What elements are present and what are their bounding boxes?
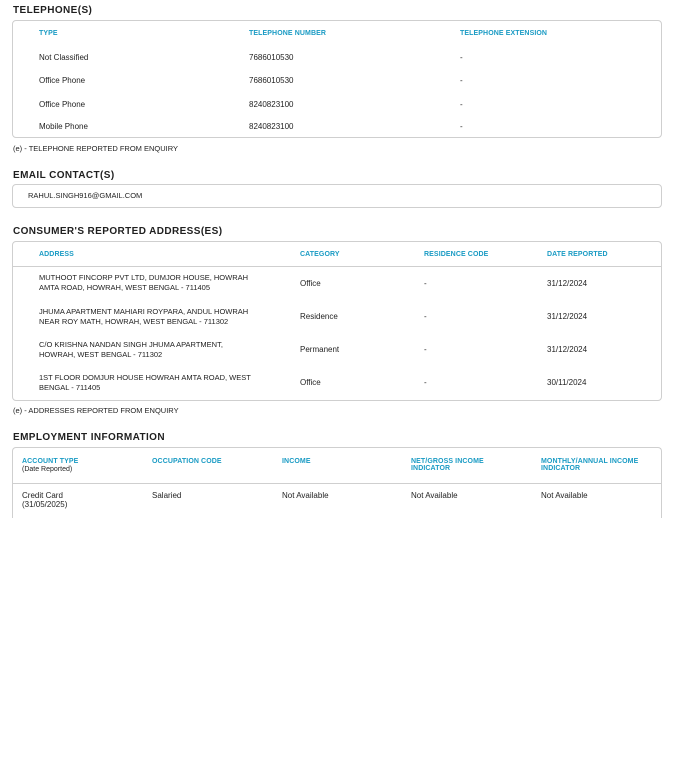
address-line-1: MUTHOOT FINCORP PVT LTD, DUMJOR HOUSE, HOWRAH <box>39 273 249 282</box>
employment-header-net-gross-line-1: NET/GROSS INCOME <box>411 458 484 465</box>
address-date-reported: 31/12/2024 <box>547 345 588 354</box>
telephones-table <box>12 20 662 138</box>
address-line-2: AMTA ROAD, HOWRAH, WEST BENGAL - 711405 <box>39 283 211 292</box>
email-value: RAHUL.SINGH916@GMAIL.COM <box>28 191 143 200</box>
addresses-header-address: ADDRESS <box>39 251 74 258</box>
telephone-number: 8240823100 <box>249 122 294 131</box>
address-residence-code: - <box>424 279 427 288</box>
telephone-number: 7686010530 <box>249 53 294 62</box>
telephone-extension: - <box>460 100 463 109</box>
employment-header-net-gross-line-2: INDICATOR <box>411 465 451 472</box>
employment-account-type: Credit Card <box>22 491 63 500</box>
telephone-number: 8240823100 <box>249 100 294 109</box>
telephone-type: Office Phone <box>39 76 86 85</box>
employment-header-monthly-annual-line-1: MONTHLY/ANNUAL INCOME <box>541 458 639 465</box>
telephone-extension: - <box>460 122 463 131</box>
address-category: Residence <box>300 312 338 321</box>
addresses-section-title: CONSUMER'S REPORTED ADDRESS(ES) <box>13 226 223 237</box>
addresses-header-residence-code: RESIDENCE CODE <box>424 251 489 258</box>
addresses-header-date-reported: DATE REPORTED <box>547 251 608 258</box>
address-date-reported: 30/11/2024 <box>547 378 587 387</box>
email-section-title: EMAIL CONTACT(S) <box>13 170 115 181</box>
telephone-type: Not Classified <box>39 53 89 62</box>
telephone-number: 7686010530 <box>249 76 294 85</box>
employment-occupation-code: Salaried <box>152 491 182 500</box>
address-line-1: JHUMA APARTMENT MAHIARI ROYPARA, ANDUL HOWRAH <box>39 307 249 316</box>
addresses-header-divider <box>13 266 661 267</box>
email-panel <box>12 184 662 208</box>
employment-header-divider <box>13 483 661 484</box>
telephone-type: Office Phone <box>39 100 86 109</box>
employment-header-monthly-annual-line-2: INDICATOR <box>541 465 581 472</box>
address-line-2: NEAR ROY MATH, HOWRAH, WEST BENGAL - 711302 <box>39 317 229 326</box>
telephones-note: (e) - TELEPHONE REPORTED FROM ENQUIRY <box>13 144 179 153</box>
address-line-2: BENGAL - 711405 <box>39 383 101 392</box>
employment-header-occupation-code: OCCUPATION CODE <box>152 458 222 465</box>
addresses-header-category: CATEGORY <box>300 251 340 258</box>
telephones-header-type: TYPE <box>39 30 58 37</box>
employment-income: Not Available <box>282 491 329 500</box>
employment-header-income: INCOME <box>282 458 311 465</box>
employment-date-reported: (31/05/2025) <box>22 500 68 509</box>
employment-net-gross: Not Available <box>411 491 458 500</box>
employment-table <box>12 447 662 518</box>
address-date-reported: 31/12/2024 <box>547 279 588 288</box>
address-line-1: C/O KRISHNA NANDAN SINGH JHUMA APARTMENT, <box>39 340 223 349</box>
employment-section-title: EMPLOYMENT INFORMATION <box>13 432 165 443</box>
address-residence-code: - <box>424 312 427 321</box>
address-category: Office <box>300 279 321 288</box>
telephones-section-title: TELEPHONE(S) <box>13 5 93 16</box>
address-line-1: 1ST FLOOR DOMJUR HOUSE HOWRAH AMTA ROAD, WEST <box>39 373 251 382</box>
employment-header-account-type: ACCOUNT TYPE <box>22 458 79 465</box>
address-date-reported: 31/12/2024 <box>547 312 588 321</box>
telephones-header-extension: TELEPHONE EXTENSION <box>460 30 548 37</box>
address-residence-code: - <box>424 345 427 354</box>
employment-header-date-reported: (Date Reported) <box>22 466 73 473</box>
telephones-header-number: TELEPHONE NUMBER <box>249 30 327 37</box>
address-category: Permanent <box>300 345 340 354</box>
address-line-2: HOWRAH, WEST BENGAL - 711302 <box>39 350 163 359</box>
address-residence-code: - <box>424 378 427 387</box>
telephone-extension: - <box>460 53 463 62</box>
employment-monthly-annual: Not Available <box>541 491 588 500</box>
telephone-type: Mobile Phone <box>39 122 88 131</box>
addresses-note: (e) - ADDRESSES REPORTED FROM ENQUIRY <box>13 406 179 415</box>
addresses-table <box>12 241 662 401</box>
telephone-extension: - <box>460 76 463 85</box>
address-category: Office <box>300 378 321 387</box>
